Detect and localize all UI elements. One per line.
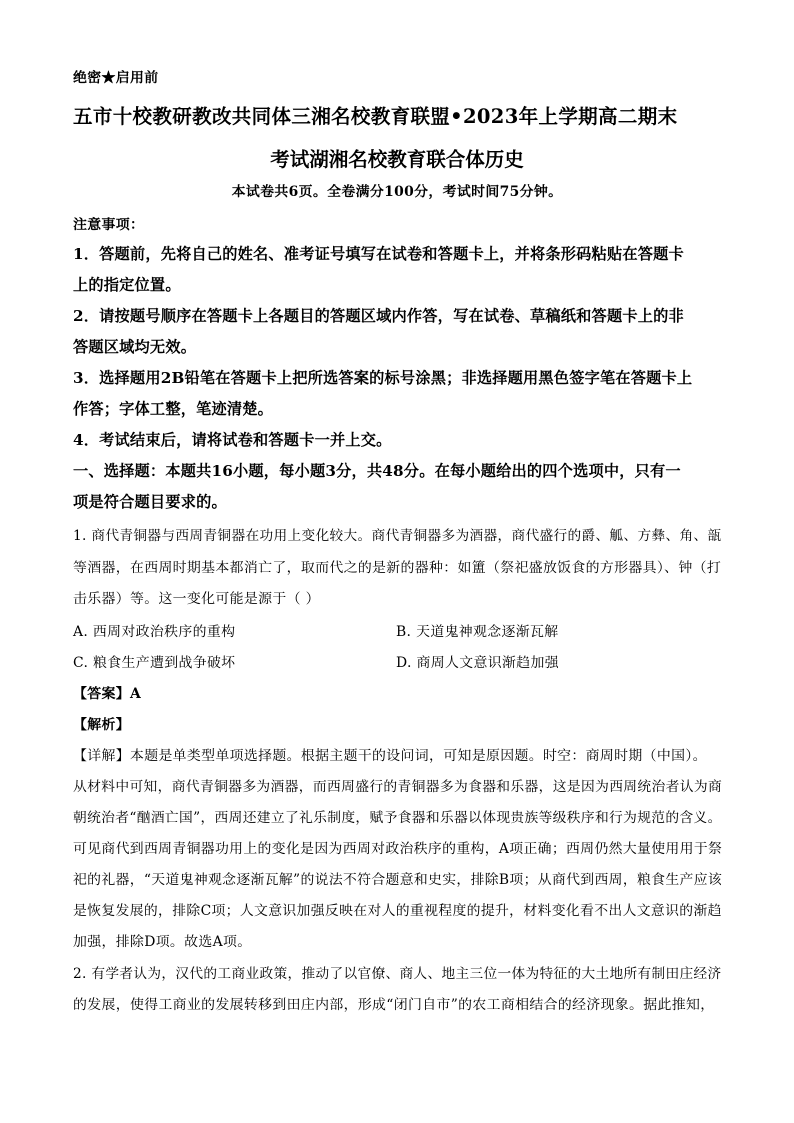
notice-line: 4．考试结束后，请将试卷和答题卡一并上交。	[73, 431, 392, 449]
notice-line: 3．选择题用2B铅笔在答题卡上把所选答案的标号涂黑；非选择题用黑色签字笔在答题卡上	[73, 369, 693, 387]
question-1-detail: 可见商代到西周青铜器功用上的变化是因为西周对政治秩序的重构，A项正确；西周仍然大量使用用于祭	[73, 841, 723, 857]
notice-line: 1．答题前，先将自己的姓名、准考证号填写在试卷和答题卡上，并将条形码粘贴在答题卡	[73, 245, 684, 263]
question-1-detail: 是恢复发展的，排除C项；人文意识加强反映在对人的重视程度的提升，材料变化看不出人文意识的渐趋	[73, 903, 722, 919]
question-1-option-c: C. 粮食生产遭到战争破坏	[73, 655, 236, 671]
question-2-stem: 2. 有学者认为，汉代的工商业政策，推动了以官僚、商人、地主三位一体为特征的大土地所有制田庄经济	[73, 966, 722, 982]
exam-title-line1: 五市十校教研教改共同体三湘名校教育联盟•2023年上学期高二期末	[73, 105, 678, 128]
exam-title-line2: 考试湖湘名校教育联合体历史	[270, 148, 524, 171]
question-1-detail: 朝统治者“酗酒亡国”，西周还建立了礼乐制度，赋予食器和乐器以体现贵族等级秩序和行为规范的含义。	[73, 810, 722, 826]
question-1-detail: 加强，排除D项。故选A项。	[73, 934, 252, 950]
notice-line: 上的指定位置。	[73, 276, 181, 294]
question-1-detail: 祀的礼器，“天道鬼神观念逐渐瓦解”的说法不符合题意和史实，排除B项；从商代到西周，粮食生产应该	[73, 872, 723, 888]
question-1-answer: 【答案】A	[73, 686, 142, 702]
question-1-analysis-label: 【解析】	[73, 717, 130, 733]
question-1-stem: 击乐器）等。这一变化可能是源于（ ）	[73, 591, 320, 607]
question-1-option-a: A. 西周对政治秩序的重构	[73, 624, 236, 640]
question-1-stem: 1. 商代青铜器与西周青铜器在功用上变化较大。商代青铜器多为酒器，商代盛行的爵、觚、方彝、角、瓿	[73, 528, 722, 544]
question-1-option-d: D. 商周人文意识渐趋加强	[396, 655, 559, 671]
exam-info: 本试卷共6页。全卷满分100分，考试时间75分钟。	[231, 184, 563, 200]
notice-line: 答题区域均无效。	[73, 338, 197, 356]
section-heading: 一、选择题：本题共16小题，每小题3分，共48分。在每小题给出的四个选项中，只有一	[73, 462, 681, 480]
question-1-stem: 等酒器，在西周时期基本都消亡了，取而代之的是新的器种：如簠（祭祀盛放饭食的方形器具）、钟（打	[73, 560, 722, 576]
question-1-detail: 【详解】本题是单类型单项选择题。根据主题干的设问词，可知是原因题。时空：商周时期（中国）。	[73, 748, 707, 764]
confidential-label: 绝密★启用前	[73, 70, 159, 86]
notice-line: 作答；字体工整，笔迹清楚。	[73, 400, 274, 418]
question-1-detail: 从材料中可知，商代青铜器多为酒器，而西周盛行的青铜器多为食器和乐器，这是因为西周统治者认为商	[73, 779, 723, 795]
section-heading: 项是符合题目要求的。	[73, 493, 227, 511]
question-1-option-b: B. 天道鬼神观念逐渐瓦解	[396, 624, 559, 640]
notice-heading: 注意事项：	[73, 217, 145, 233]
notice-line: 2．请按题号顺序在答题卡上各题目的答题区域内作答，写在试卷、草稿纸和答题卡上的非	[73, 307, 684, 325]
question-2-stem: 的发展，使得工商业的发展转移到田庄内部，形成“闭门自市”的农工商相结合的经济现象。据此推知，	[73, 997, 715, 1013]
